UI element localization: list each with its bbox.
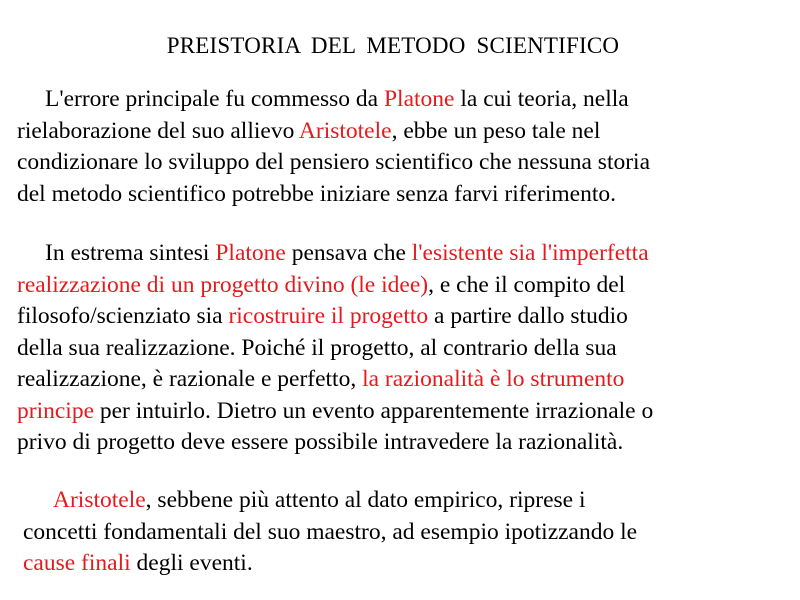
paragraph-2-line-2 [17, 270, 653, 302]
highlight-esistente: l'esistente sia l'imperfetta [411, 240, 649, 266]
highlight-aristotele: Aristotele [53, 487, 146, 513]
paragraph-1-line-2 [17, 116, 650, 148]
paragraph-2-line-1 [17, 238, 653, 270]
highlight-progetto-divino: realizzazione di un progetto divino (le idee) [17, 271, 429, 298]
highlight-principe: principe [17, 397, 94, 424]
text-run: la cui teoria, nella [454, 86, 629, 112]
text-run: realizzazione, è razionale e perfetto, [17, 366, 363, 392]
paragraph-3-line-3 [23, 548, 637, 580]
highlight-platone: Platone [215, 240, 286, 266]
text-run: , sebbene più attento al dato empirico, riprese i [145, 487, 586, 513]
paragraph-3 [23, 485, 637, 580]
highlight-razionalita: la razionalità è lo strumento [362, 366, 625, 392]
paragraph-2 [17, 238, 653, 459]
paragraph-1 [17, 84, 650, 210]
paragraph-1-line-4: del metodo scientifico potrebbe iniziare senza farvi riferimento. [17, 180, 616, 207]
paragraph-2-line-3 [17, 301, 653, 333]
highlight-aristotele: Aristotele [298, 117, 392, 144]
paragraph-3-line-2: concetti fondamentali del suo maestro, ad esempio ipotizzando le [23, 518, 638, 545]
paragraph-2-line-7: privo di progetto deve essere possibile intravedere la razionalità. [17, 429, 624, 455]
text-run: a partire dallo studio [428, 303, 628, 329]
paragraph-1-line-1 [17, 84, 650, 116]
text-run: filosofo/scienziato sia [17, 303, 229, 329]
paragraph-3-line-1 [23, 485, 637, 517]
text-run: , e che il compito del [428, 271, 626, 298]
paragraph-1-line-3: condizionare lo sviluppo del pensiero scientifico che nessuna storia [17, 149, 651, 175]
text-run: In estrema sintesi [45, 240, 216, 266]
page-title: PREISTORIA DEL METODO SCIENTIFICO [166, 33, 620, 58]
text-run: L'errore principale fu commesso da [45, 86, 384, 112]
text-run: per intuirlo. Dietro un evento apparentemente irrazionale o [94, 397, 654, 424]
text-run: pensava che [285, 240, 412, 266]
text-run: degli eventi. [130, 550, 253, 576]
paragraph-2-line-5 [17, 364, 653, 396]
highlight-platone: Platone [383, 86, 455, 112]
text-run: , ebbe un peso tale nel [391, 117, 601, 144]
paragraph-2-line-4: della sua realizzazione. Poiché il progetto, al contrario della sua [17, 334, 617, 361]
highlight-cause-finali: cause finali [23, 550, 131, 576]
highlight-ricostruire: ricostruire il progetto [228, 303, 429, 329]
text-run: rielaborazione del suo allievo [17, 117, 299, 144]
paragraph-2-line-6 [17, 396, 653, 428]
